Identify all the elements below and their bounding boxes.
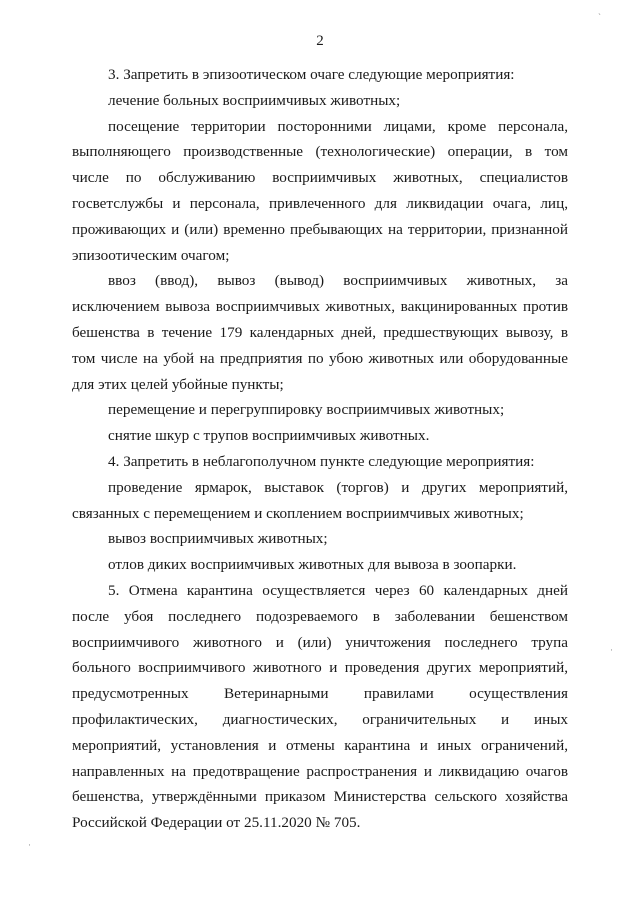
text-line: снятие шкур с трупов восприимчивых животных. xyxy=(108,427,430,445)
text-line: исключением вывоза восприимчивых животных, вакцинированных против xyxy=(72,298,568,316)
paragraph-p3e xyxy=(72,423,568,449)
text-line: проведение ярмарок, выставок (торгов) и других мероприятий, xyxy=(108,478,568,496)
text-line: восприимчивого животного и (или) уничтожения последнего трупа xyxy=(72,633,568,651)
text-line: числе по обслуживанию восприимчивых животных, специалистов xyxy=(72,169,568,187)
scan-speck: · xyxy=(28,840,31,850)
paragraph-p4c xyxy=(72,552,568,578)
paragraph-p3d xyxy=(72,397,568,423)
scan-speck: · xyxy=(610,645,613,655)
text-line: связанных с перемещением и скоплением восприимчивых животных; xyxy=(72,504,524,522)
text-line: предусмотренных Ветеринарными правилами осуществления xyxy=(72,685,568,703)
text-line: для этих целей убойные пункты; xyxy=(72,375,284,393)
text-line: ввоз (ввод), вывоз (вывод) восприимчивых животных, за xyxy=(108,272,568,290)
scan-speck: ` xyxy=(598,12,601,22)
text-line: госветслужбы и персонала, привлеченного для ликвидации очага, лиц, xyxy=(72,194,568,212)
text-line: выполняющего производственные (технологические) операции, в том xyxy=(72,143,568,161)
text-line: профилактических, диагностических, ограничительных и иных xyxy=(72,710,568,728)
paragraph-p4b xyxy=(72,526,568,552)
text-line: бешенства в течение 179 календарных дней, предшествующих вывозу, в xyxy=(72,323,568,341)
text-line: перемещение и перегруппировку восприимчивых животных; xyxy=(108,401,505,419)
text-line: отлов диких восприимчивых животных для вывоза в зоопарки. xyxy=(108,556,517,574)
text-line: том числе на убой на предприятия по убою животных или оборудованные xyxy=(72,349,568,367)
paragraph-p4a xyxy=(72,475,568,527)
paragraph-p3a xyxy=(72,88,568,114)
text-line: вывоз восприимчивых животных; xyxy=(108,530,328,548)
text-line: направленных на предотвращение распространения и ликвидацию очагов xyxy=(72,762,568,780)
paragraph-p3 xyxy=(72,62,568,88)
text-line: мероприятий, установления и отмены карантина и иных ограничений, xyxy=(72,736,568,754)
text-line: Российской Федерации от 25.11.2020 № 705. xyxy=(72,814,361,832)
page-number: 2 xyxy=(316,33,324,49)
paragraph-p5 xyxy=(72,578,568,836)
text-line: проживающих и (или) временно пребывающих на территории, признанной xyxy=(72,220,568,238)
text-line: 3. Запретить в эпизоотическом очаге следующие мероприятия: xyxy=(108,66,515,83)
text-line: 5. Отмена карантина осуществляется через 60 календарных дней xyxy=(108,581,568,599)
paragraph-p4 xyxy=(72,449,568,475)
text-line: бешенства, утверждёнными приказом Министерства сельского хозяйства xyxy=(72,788,568,806)
text-line: эпизоотическим очагом; xyxy=(72,246,230,264)
text-line: лечение больных восприимчивых животных; xyxy=(108,91,401,109)
text-line: посещение территории посторонними лицами, кроме персонала, xyxy=(108,117,568,135)
text-line: больного восприимчивого животного и проведения других мероприятий, xyxy=(72,659,568,677)
text-line: 4. Запретить в неблагополучном пункте следующие мероприятия: xyxy=(108,452,535,470)
paragraph-p3b xyxy=(72,114,568,269)
text-line: после убоя последнего подозреваемого в заболевании бешенством xyxy=(72,607,568,625)
document-body xyxy=(72,62,568,836)
paragraph-p3c xyxy=(72,268,568,397)
